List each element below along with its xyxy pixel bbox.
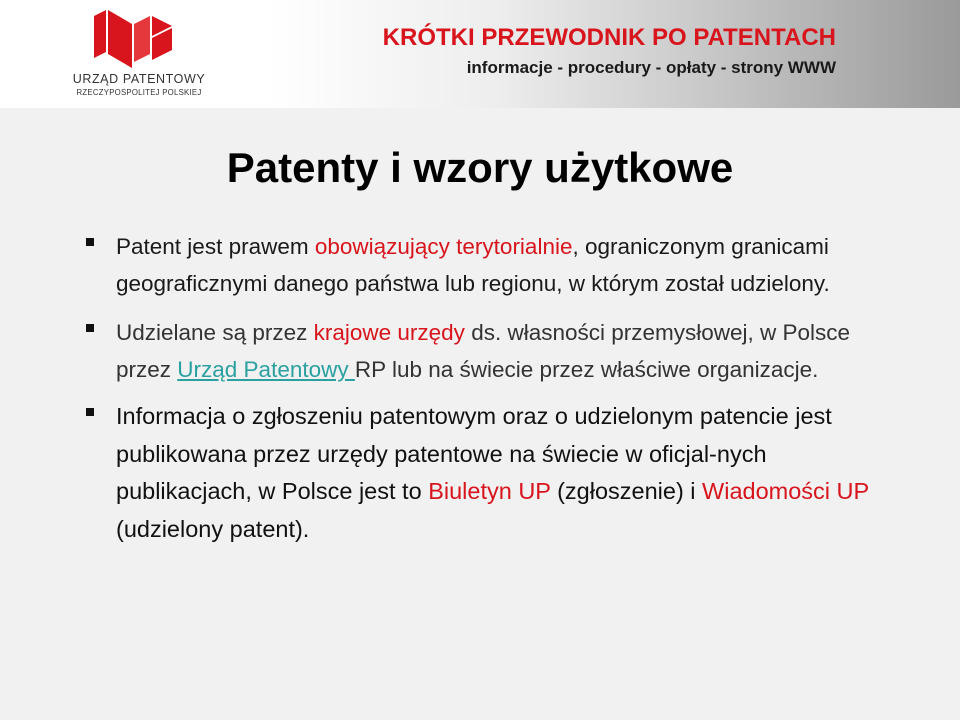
text-segment: Udzielane są przez <box>116 320 314 345</box>
text-segment: Informacja o zgłoszeniu patentowym oraz o udzielonym patencie jest publikowana przez urzędy patentowe na świecie w oficjal-nych publikacjach, w Polsce jest to <box>116 403 832 504</box>
highlight-wiadomosci-up: Wiadomości UP <box>702 478 869 504</box>
logo-text-secondary: RZECZYPOSPOLITEJ POLSKIEJ <box>76 88 202 97</box>
highlight-biuletyn-up: Biuletyn UP <box>428 478 551 504</box>
highlight-national-offices: krajowe urzędy <box>313 320 465 345</box>
page-title: Patenty i wzory użytkowe <box>226 144 734 191</box>
text-segment: Patent jest prawem <box>116 234 315 259</box>
text-segment: (zgłoszenie) i <box>550 478 703 504</box>
text-segment: RP lub na świecie przez właściwe organizacje. <box>354 357 819 382</box>
office-logo <box>64 10 214 100</box>
bullet-text <box>116 403 869 542</box>
bullet-text <box>116 234 830 296</box>
logo-emblem-icon <box>92 10 186 68</box>
logo-text-primary: URZĄD PATENTOWY <box>72 72 206 86</box>
header-bar <box>0 0 960 108</box>
square-bullet-icon <box>86 324 94 332</box>
text-segment: ds. własności przemysłowej, w Polsce przez <box>116 320 851 382</box>
text-segment: (udzielony patent). <box>116 515 310 542</box>
bullet-list <box>86 228 906 548</box>
guide-subtitle: informacje - procedury - opłaty - strony WWW <box>466 58 836 77</box>
guide-title: KRÓTKI PRZEWODNIK PO PATENTACH <box>382 24 836 51</box>
bullet-granting-offices <box>86 314 906 388</box>
bullet-territorial <box>86 228 906 302</box>
patent-office-link[interactable]: Urząd Patentowy <box>177 357 355 382</box>
slide-content <box>0 108 960 720</box>
square-bullet-icon <box>86 408 94 416</box>
bullet-text <box>116 320 850 382</box>
highlight-territorial: obowiązujący terytorialnie <box>314 234 573 259</box>
square-bullet-icon <box>86 238 94 246</box>
text-segment: , ograniczonym granicami geograficznymi danego państwa lub regionu, w którym został udzielony. <box>116 234 830 296</box>
bullet-publications <box>86 398 906 548</box>
